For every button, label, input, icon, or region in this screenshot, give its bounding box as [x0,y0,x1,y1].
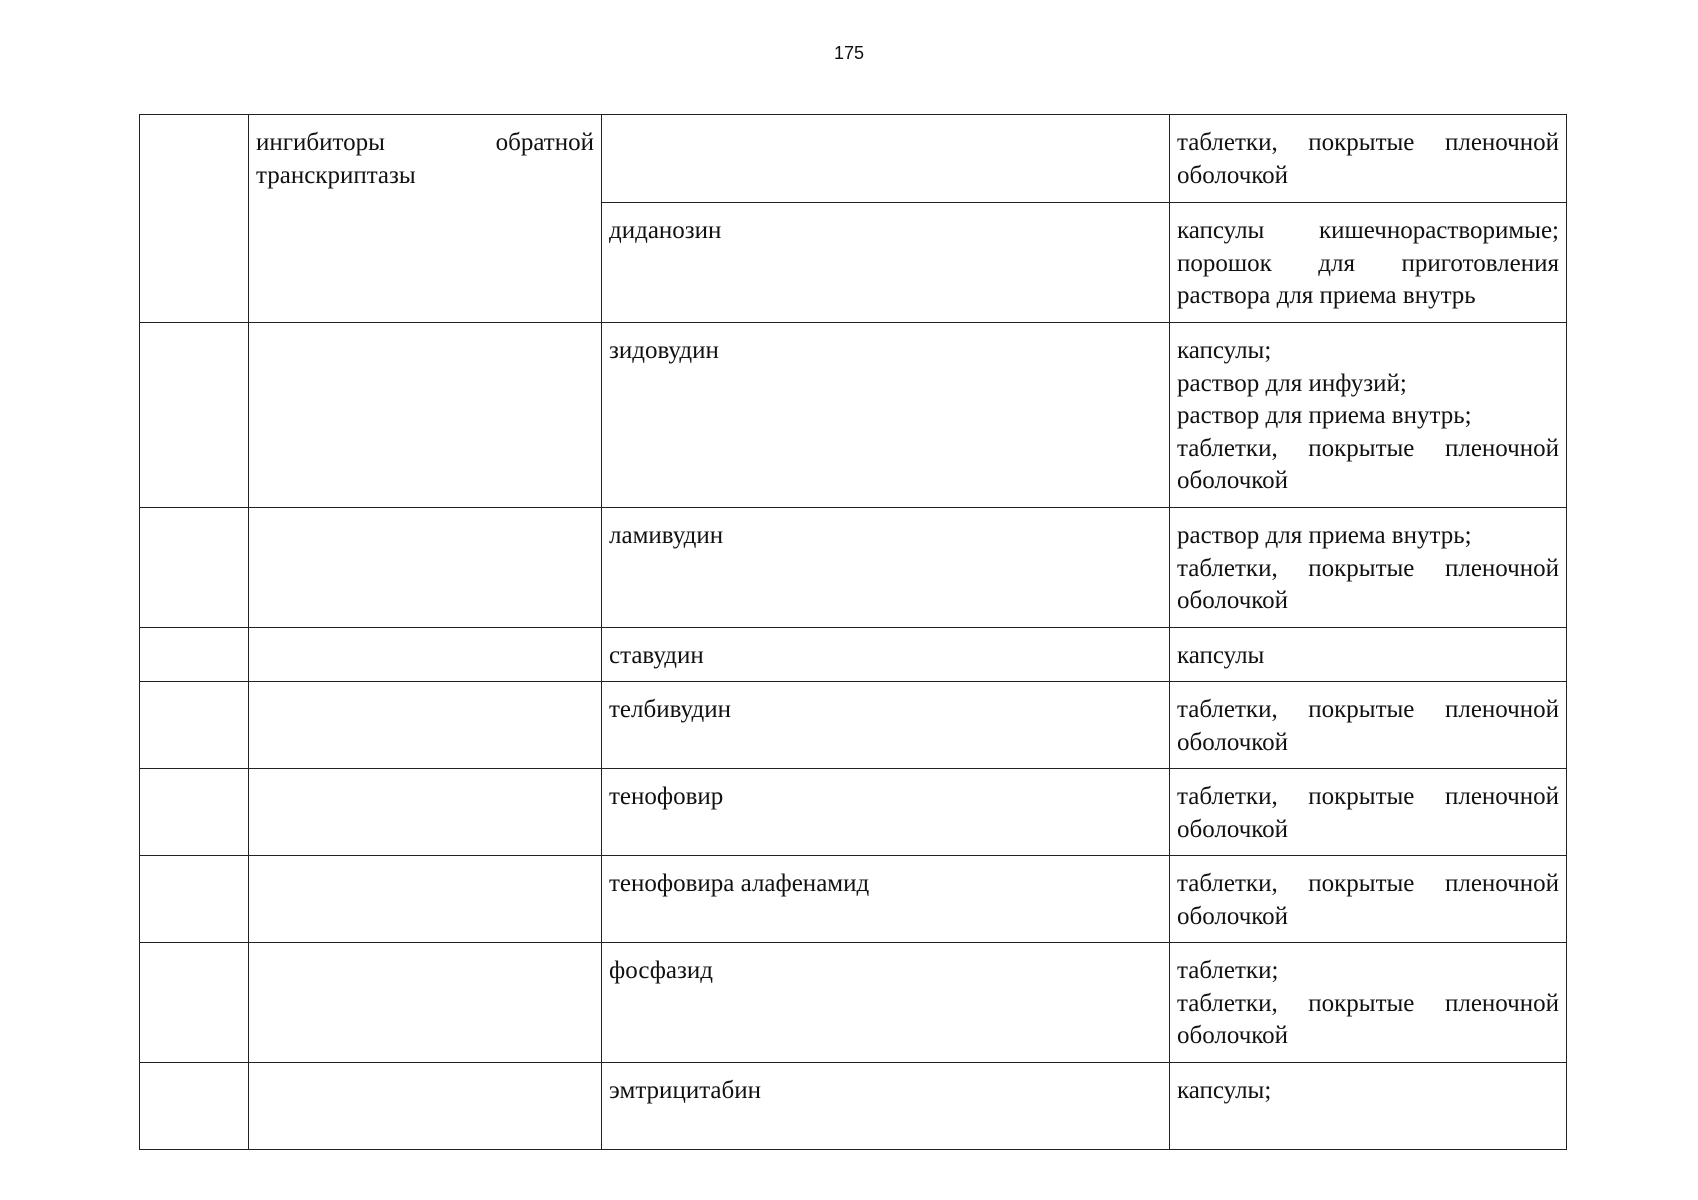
atc-code-cell [140,943,249,1063]
drug-name-cell: тенофовир [602,769,1170,856]
dosage-form-cell: капсулы; раствор для инфузий; раствор для приема внутрь; таблетки, покрытые пленочной оболочкой [1170,323,1567,508]
drug-name-cell: ламивудин [602,508,1170,628]
drug-name-cell: фосфазид [602,943,1170,1063]
group-cell [249,943,602,1063]
group-cell [249,682,602,769]
drug-name-cell [602,115,1170,203]
atc-code-cell [140,508,249,628]
group-cell [249,323,602,508]
drug-name-cell: зидовудин [602,323,1170,508]
table-row [140,115,1567,203]
dosage-form-cell: таблетки, покрытые пленочной оболочкой [1170,682,1567,769]
dosage-form-cell: капсулы [1170,628,1567,682]
drug-table [139,114,1567,1150]
table-row [140,769,1567,856]
table-row [140,856,1567,943]
atc-code-cell [140,323,249,508]
atc-code-cell [140,682,249,769]
drug-name-cell: диданозин [602,203,1170,323]
group-word-1: ингибиторы [256,129,385,156]
group-cell [249,628,602,682]
group-cell [249,856,602,943]
table-row [140,628,1567,682]
dosage-form-cell: таблетки, покрытые пленочной оболочкой [1170,856,1567,943]
drug-name-cell: телбивудин [602,682,1170,769]
dosage-form-cell: таблетки, покрытые пленочной оболочкой [1170,115,1567,203]
dosage-form-cell: раствор для приема внутрь; таблетки, покрытые пленочной оболочкой [1170,508,1567,628]
atc-code-cell [140,115,249,323]
dosage-form-cell: капсулы кишечнорастворимые; порошок для приготовления раствора для приема внутрь [1170,203,1567,323]
group-word-2: обратной [495,129,594,156]
group-label [256,127,594,192]
drug-name-cell: тенофовира алафенамид [602,856,1170,943]
group-word-3: транскриптазы [256,161,416,189]
group-cell [249,115,602,323]
atc-code-cell [140,769,249,856]
table-row [140,1063,1567,1150]
table-row [140,323,1567,508]
drug-name-cell: ставудин [602,628,1170,682]
dosage-form-cell: таблетки, покрытые пленочной оболочкой [1170,769,1567,856]
group-cell [249,769,602,856]
table-row [140,943,1567,1063]
dosage-form-cell: таблетки; таблетки, покрытые пленочной оболочкой [1170,943,1567,1063]
atc-code-cell [140,856,249,943]
dosage-form-cell: капсулы; [1170,1063,1567,1150]
atc-code-cell [140,1063,249,1150]
table-row [140,682,1567,769]
page-number: 175 [833,43,865,63]
group-cell [249,1063,602,1150]
table-row [140,508,1567,628]
drug-name-cell: эмтрицитабин [602,1063,1170,1150]
atc-code-cell [140,628,249,682]
group-cell [249,508,602,628]
